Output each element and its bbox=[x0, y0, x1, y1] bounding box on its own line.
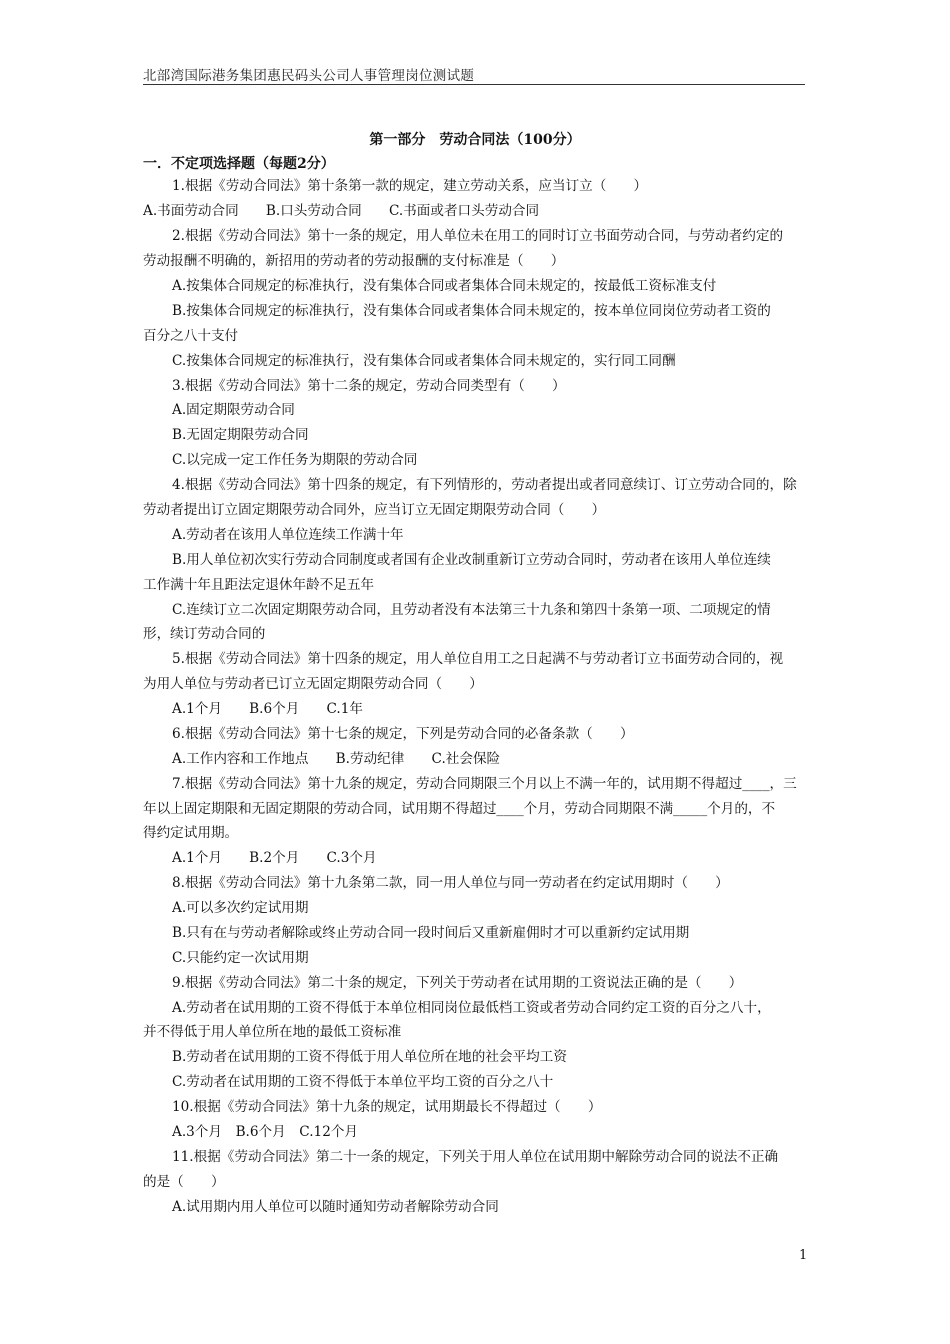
question-2: 2.根据《劳动合同法》第十一条的规定，用人单位未在用工的同时订立书面劳动合同，与劳动者约定的 bbox=[172, 228, 784, 244]
option-line: A.3个月 B.6个月 C.12个月 bbox=[172, 1124, 359, 1140]
question-1: 1.根据《劳动合同法》第十条第一款的规定，建立劳动关系，应当订立（ ） bbox=[172, 178, 648, 194]
option-line: C.劳动者在试用期的工资不得低于本单位平均工资的百分之八十 bbox=[172, 1074, 554, 1090]
question-continuation: 为用人单位与劳动者已订立无固定期限劳动合同（ ） bbox=[143, 676, 483, 692]
option-line: A.1个月 B.6个月 C.1年 bbox=[172, 701, 363, 717]
question-continuation: 得约定试用期。 bbox=[143, 825, 239, 841]
option-line: A.固定期限劳动合同 bbox=[172, 402, 295, 418]
question-continuation: 劳动者提出订立固定期限劳动合同外，应当订立无固定期限劳动合同（ ） bbox=[143, 502, 606, 518]
option-line: A.劳动者在试用期的工资不得低于本单位相同岗位最低档工资或者劳动合同约定工资的百分之八十， bbox=[172, 1000, 771, 1016]
question-6: 6.根据《劳动合同法》第十七条的规定，下列是劳动合同的必备条款（ ） bbox=[172, 726, 634, 742]
question-3: 3.根据《劳动合同法》第十二条的规定，劳动合同类型有（ ） bbox=[172, 378, 566, 394]
option-line: B.只有在与劳动者解除或终止劳动合同一段时间后又重新雇佣时才可以重新约定试用期 bbox=[172, 925, 690, 941]
option-line: A.按集体合同规定的标准执行，没有集体合同或者集体合同未规定的，按最低工资标准支付 bbox=[172, 278, 717, 294]
question-continuation: 劳动报酬不明确的，新招用的劳动者的劳动报酬的支付标准是（ ） bbox=[143, 253, 565, 269]
option-line: B.用人单位初次实行劳动合同制度或者国有企业改制重新订立劳动合同时，劳动者在该用人单位连续 bbox=[172, 552, 771, 568]
option-continuation: 工作满十年且距法定退休年龄不足五年 bbox=[143, 577, 375, 593]
option-line: A.书面劳动合同 B.口头劳动合同 C.书面或者口头劳动合同 bbox=[143, 203, 540, 219]
option-continuation: 并不得低于用人单位所在地的最低工资标准 bbox=[143, 1024, 402, 1040]
option-line: A.1个月 B.2个月 C.3个月 bbox=[172, 850, 377, 866]
option-line: A.工作内容和工作地点 B.劳动纪律 C.社会保险 bbox=[172, 751, 501, 767]
question-8: 8.根据《劳动合同法》第十九条第二款，同一用人单位与同一劳动者在约定试用期时（ ） bbox=[172, 875, 729, 891]
question-5: 5.根据《劳动合同法》第十四条的规定，用人单位自用工之日起满不与劳动者订立书面劳动合同的，视 bbox=[172, 651, 784, 667]
option-line: C.连续订立二次固定期限劳动合同，且劳动者没有本法第三十九条和第四十条第一项、二项规定的情 bbox=[172, 602, 771, 618]
option-line: C.按集体合同规定的标准执行，没有集体合同或者集体合同未规定的，实行同工同酬 bbox=[172, 353, 676, 369]
page-number: 1 bbox=[799, 1248, 808, 1263]
option-line: C.只能约定一次试用期 bbox=[172, 950, 309, 966]
page-header: 北部湾国际港务集团惠民码头公司人事管理岗位测试题 bbox=[143, 68, 475, 84]
option-line: B.劳动者在试用期的工资不得低于用人单位所在地的社会平均工资 bbox=[172, 1049, 567, 1065]
option-line: C.以完成一定工作任务为期限的劳动合同 bbox=[172, 452, 418, 468]
option-line: A.劳动者在该用人单位连续工作满十年 bbox=[172, 527, 404, 543]
question-4: 4.根据《劳动合同法》第十四条的规定，有下列情形的，劳动者提出或者同意续订、订立劳动合同的，除 bbox=[172, 477, 797, 493]
header-rule bbox=[143, 84, 805, 85]
option-line: B.按集体合同规定的标准执行，没有集体合同或者集体合同未规定的，按本单位同岗位劳动者工资的 bbox=[172, 303, 771, 319]
section-heading: 一．不定项选择题（每题2分） bbox=[143, 156, 335, 172]
question-7: 7.根据《劳动合同法》第十九条的规定，劳动合同期限三个月以上不满一年的，试用期不得超过____，三 bbox=[172, 776, 797, 792]
option-continuation: 形，续订劳动合同的 bbox=[143, 626, 266, 642]
question-9: 9.根据《劳动合同法》第二十条的规定，下列关于劳动者在试用期的工资说法正确的是（ ） bbox=[172, 975, 743, 991]
question-11: 11.根据《劳动合同法》第二十一条的规定，下列关于用人单位在试用期中解除劳动合同的说法不正确 bbox=[172, 1149, 779, 1165]
option-continuation: 百分之八十支付 bbox=[143, 328, 239, 344]
question-10: 10.根据《劳动合同法》第十九条的规定，试用期最长不得超过（ ） bbox=[172, 1099, 602, 1115]
option-line: A.试用期内用人单位可以随时通知劳动者解除劳动合同 bbox=[172, 1199, 499, 1215]
part-title: 第一部分 劳动合同法（100分） bbox=[369, 132, 581, 148]
option-line: A.可以多次约定试用期 bbox=[172, 900, 309, 916]
question-continuation: 的是（ ） bbox=[143, 1174, 225, 1190]
option-line: B.无固定期限劳动合同 bbox=[172, 427, 309, 443]
question-continuation: 年以上固定期限和无固定期限的劳动合同，试用期不得超过____个月，劳动合同期限不满_____个月的，不 bbox=[143, 801, 776, 817]
